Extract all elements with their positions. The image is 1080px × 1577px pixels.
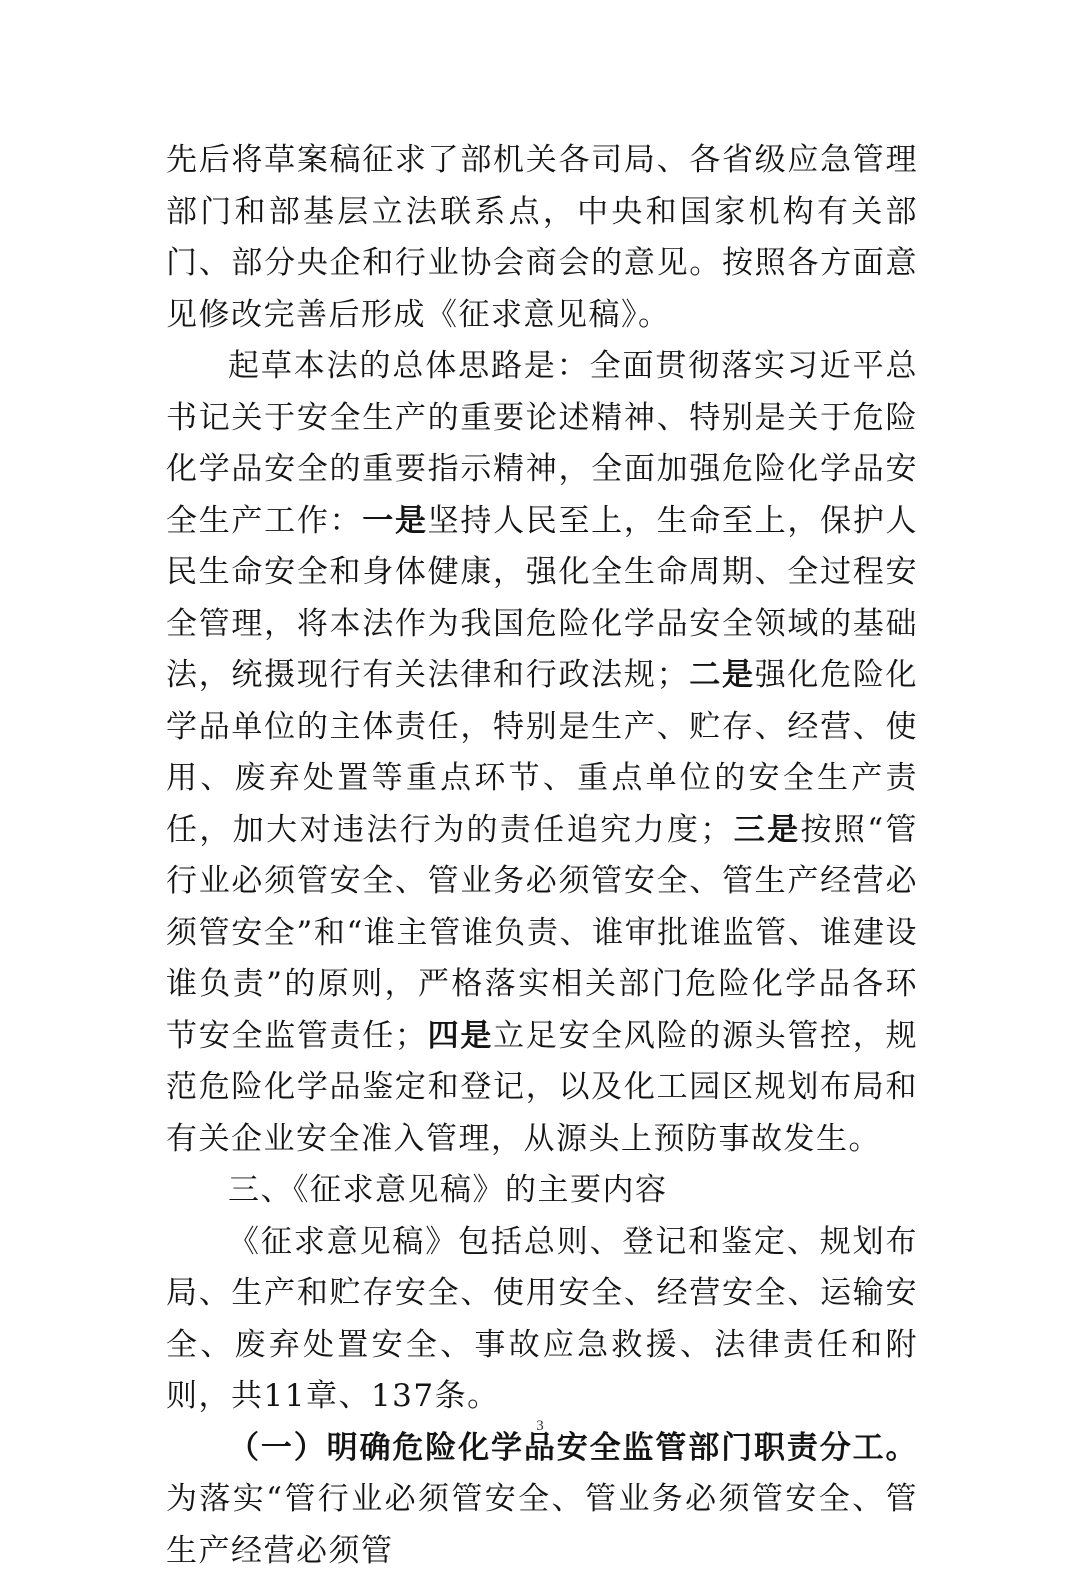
- section-heading-main-content: 三、《征求意见稿》的主要内容: [166, 1165, 918, 1217]
- point-two-text: 强化危险化学品单位的主体责任，特别是生产、贮存、经营、使用、废弃处置等重点环节、重点单位的安全生产责任，加大对违法行为的责任追究力度；: [166, 657, 918, 848]
- paragraph-responsibilities-text: 为落实“管行业必须管安全、管业务必须管安全、管生产经营必须管: [166, 1481, 918, 1569]
- drafting-intro: 起草本法的总体思路是：全面贯彻落实习近平总书记关于安全生产的重要论述精神、特别是关于危险化学品安全的重要指示精神，全面加强危险化学品安全生产工作：: [166, 348, 918, 539]
- paragraph-responsibilities: [166, 1423, 918, 1577]
- point-two-label: 二是: [689, 657, 755, 693]
- paragraph-consultation-text: 先后将草案稿征求了部机关各司局、各省级应急管理部门和部基层立法联系点，中央和国家机构有关部门、部分央企和行业协会商会的意见。按照各方面意见修改完善后形成《征求意见稿》。: [166, 142, 918, 333]
- subheading-responsibilities: （一）明确危险化学品安全监管部门职责分工。: [228, 1430, 918, 1466]
- point-three-label: 三是: [733, 812, 801, 848]
- point-one-label: 一是: [362, 503, 427, 539]
- page-number: 3: [0, 1418, 1080, 1435]
- point-four-text: 立足安全风险的源头管控，规范危险化学品鉴定和登记，以及化工园区规划布局和有关企业安全准入管理，从源头上预防事故发生。: [166, 1018, 918, 1157]
- body-text: [166, 135, 918, 1577]
- paragraph-structure: [166, 1217, 918, 1423]
- paragraph-drafting-approach: [166, 341, 918, 1165]
- point-three-text: 按照“管行业必须管安全、管业务必须管安全、管生产经营必须管安全”和“谁主管谁负责、谁审批谁监管、谁建设谁负责”的原则，严格落实相关部门危险化学品各环节安全监管责任；: [166, 812, 918, 1054]
- paragraph-structure-text: 《征求意见稿》包括总则、登记和鉴定、规划布局、生产和贮存安全、使用安全、经营安全、运输安全、废弃处置安全、事故应急救援、法律责任和附则，共11章、137条。: [166, 1224, 918, 1415]
- paragraph-consultation: [166, 135, 918, 341]
- point-one-text: 坚持人民至上，生命至上，保护人民生命安全和身体健康，强化全生命周期、全过程安全管理，将本法作为我国危险化学品安全领域的基础法，统摄现行有关法律和行政法规；: [166, 503, 918, 694]
- point-four-label: 四是: [427, 1018, 493, 1054]
